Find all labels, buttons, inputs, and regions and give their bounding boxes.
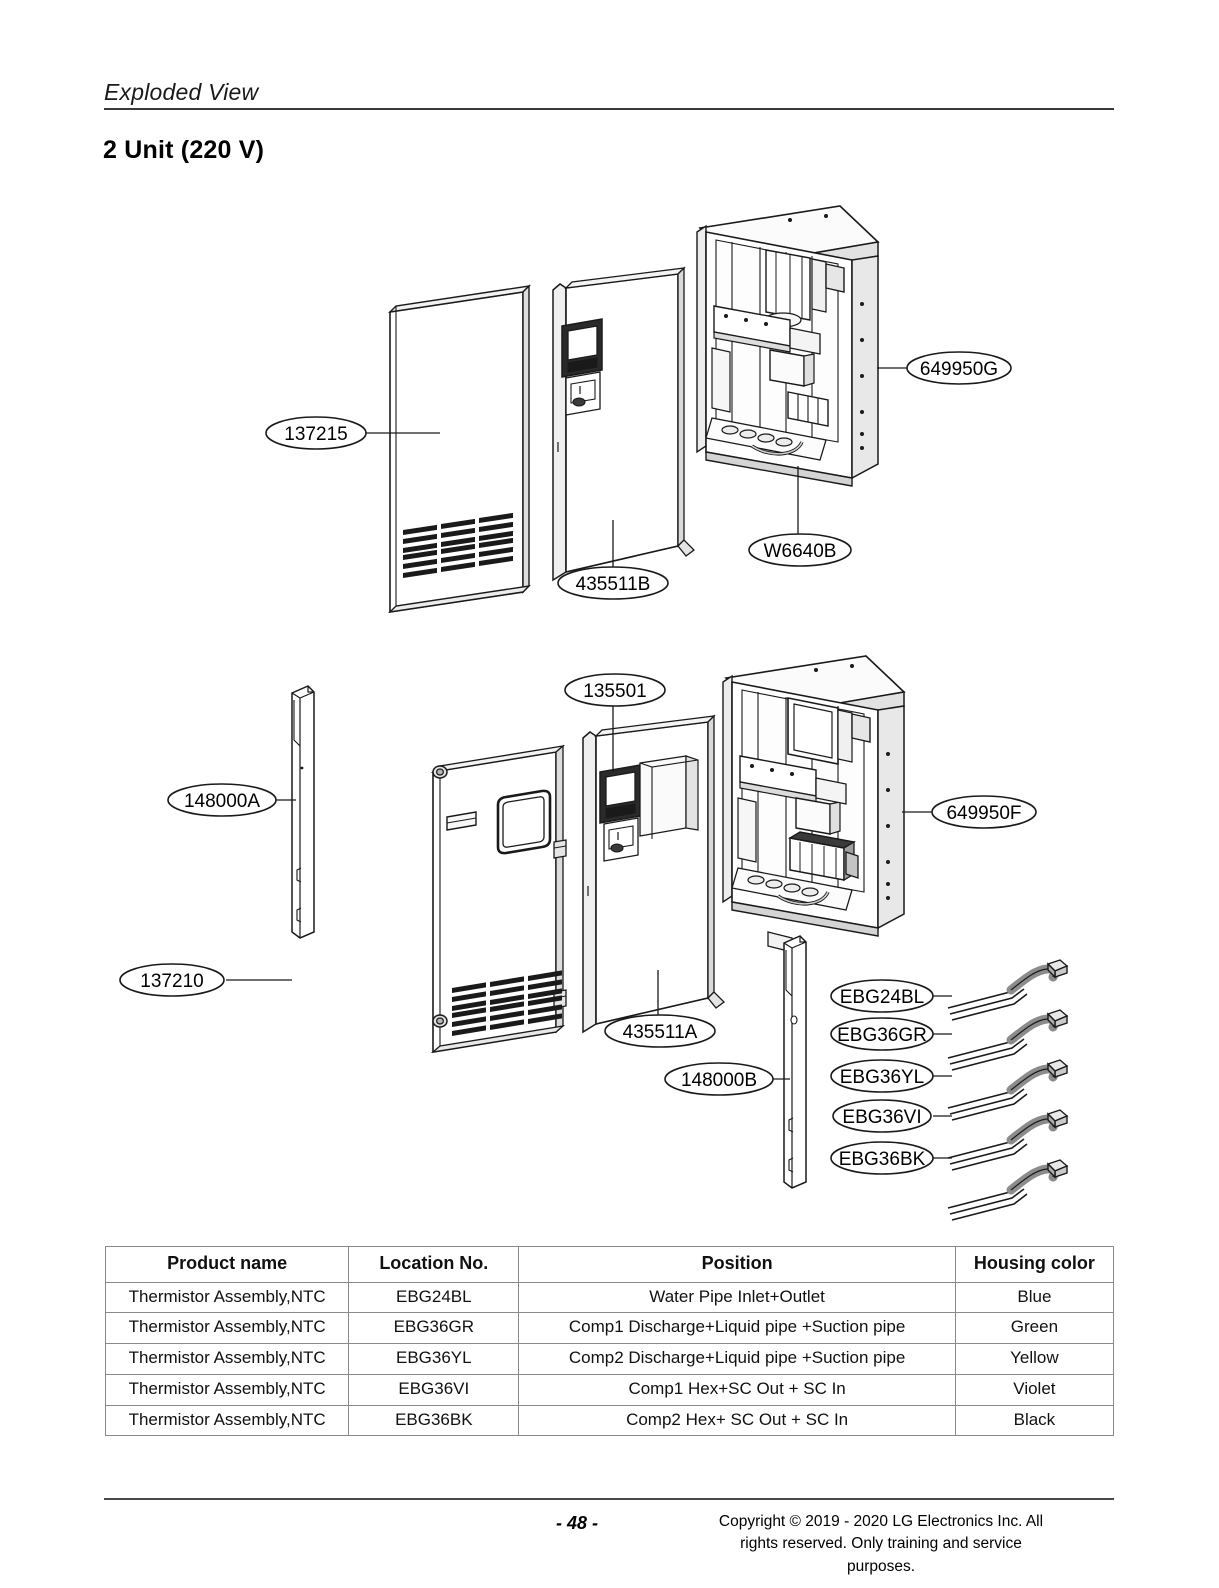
table-row bbox=[106, 1374, 1114, 1405]
callout-label: EBG36GR bbox=[837, 1025, 927, 1046]
cell-housing-color: Violet bbox=[955, 1374, 1113, 1405]
callout-label: 649950F bbox=[946, 803, 1022, 824]
breadcrumb: Exploded View bbox=[104, 79, 259, 105]
part-pillar-148000A bbox=[292, 686, 314, 938]
cell-location-no: EBG36BK bbox=[349, 1405, 519, 1436]
cell-location-no: EBG36GR bbox=[349, 1313, 519, 1344]
callout-label: EBG24BL bbox=[839, 987, 925, 1008]
part-door-137210 bbox=[433, 746, 566, 1052]
table-row bbox=[106, 1405, 1114, 1436]
part-pillar-148000B bbox=[784, 936, 806, 1188]
column-header-location-no: Location No. bbox=[349, 1247, 519, 1283]
exploded-view-diagram bbox=[0, 180, 1219, 1230]
cell-position: Comp1 Discharge+Liquid pipe +Suction pipe bbox=[519, 1313, 955, 1344]
lower-assembly-drawing bbox=[226, 656, 1067, 1220]
part-control-plate-435511A bbox=[583, 716, 724, 1032]
cell-position: Comp2 Hex+ SC Out + SC In bbox=[519, 1405, 955, 1436]
callout-label: 435511A bbox=[622, 1022, 698, 1043]
callout-label: 135501 bbox=[583, 681, 647, 702]
part-cabinet-649950F bbox=[723, 656, 904, 952]
cell-position: Comp1 Hex+SC Out + SC In bbox=[519, 1374, 955, 1405]
callout-label: 649950G bbox=[919, 359, 999, 380]
callout-148000A bbox=[168, 784, 276, 816]
cell-product-name: Thermistor Assembly,NTC bbox=[106, 1344, 349, 1375]
column-header-housing-color: Housing color bbox=[955, 1247, 1113, 1283]
footer-divider bbox=[104, 1498, 1114, 1500]
part-thermistor-harnesses bbox=[948, 960, 1067, 1220]
cell-housing-color: Yellow bbox=[955, 1344, 1113, 1375]
callout-label: EBG36YL bbox=[839, 1067, 925, 1088]
callout-label: 137215 bbox=[284, 424, 348, 445]
callout-label: W6640B bbox=[763, 541, 837, 562]
callout-label: 148000B bbox=[680, 1070, 758, 1091]
cell-product-name: Thermistor Assembly,NTC bbox=[106, 1405, 349, 1436]
callout-649950F bbox=[932, 796, 1036, 828]
cell-location-no: EBG36VI bbox=[349, 1374, 519, 1405]
callout-148000B bbox=[665, 1063, 773, 1095]
copyright-notice: Copyright © 2019 - 2020 LG Electronics Inc. All rights reserved. Only training and service purposes. bbox=[718, 1513, 1044, 1575]
page-number: - 48 - bbox=[556, 1513, 599, 1533]
callout-EBG36GR bbox=[831, 1018, 933, 1050]
page-title: 2 Unit (220 V) bbox=[103, 136, 265, 164]
callout-137215 bbox=[266, 417, 366, 449]
callout-135501 bbox=[565, 674, 665, 706]
cell-housing-color: Black bbox=[955, 1405, 1113, 1436]
table-row bbox=[106, 1282, 1114, 1313]
callout-label: 148000A bbox=[183, 791, 261, 812]
callout-EBG24BL bbox=[831, 980, 933, 1012]
cell-location-no: EBG24BL bbox=[349, 1282, 519, 1313]
thermistor-parts-table bbox=[105, 1246, 1114, 1436]
callout-EBG36YL bbox=[831, 1060, 933, 1092]
callout-label: EBG36BK bbox=[838, 1149, 926, 1170]
callout-EBG36VI bbox=[833, 1100, 931, 1132]
column-header-product-name: Product name bbox=[106, 1247, 349, 1283]
callout-435511B bbox=[558, 567, 668, 599]
callout-435511A bbox=[605, 1015, 715, 1047]
cell-location-no: EBG36YL bbox=[349, 1344, 519, 1375]
callout-137210 bbox=[120, 964, 224, 996]
cell-product-name: Thermistor Assembly,NTC bbox=[106, 1313, 349, 1344]
column-header-position: Position bbox=[519, 1247, 955, 1283]
cell-housing-color: Green bbox=[955, 1313, 1113, 1344]
callout-EBG36BK bbox=[831, 1142, 933, 1174]
callout-label: 435511B bbox=[575, 574, 651, 595]
part-control-panel-435511B bbox=[553, 268, 694, 580]
part-cabinet-649950G bbox=[697, 206, 878, 486]
part-front-cover-137215 bbox=[390, 286, 529, 612]
callout-649950G bbox=[907, 352, 1011, 384]
cell-product-name: Thermistor Assembly,NTC bbox=[106, 1374, 349, 1405]
callout-label: 137210 bbox=[140, 971, 204, 992]
cell-position: Comp2 Discharge+Liquid pipe +Suction pipe bbox=[519, 1344, 955, 1375]
header-divider bbox=[104, 108, 1114, 110]
table-header-row bbox=[106, 1247, 1114, 1283]
cell-product-name: Thermistor Assembly,NTC bbox=[106, 1282, 349, 1313]
table-row bbox=[106, 1344, 1114, 1375]
callout-W6640B bbox=[749, 534, 851, 566]
table-row bbox=[106, 1313, 1114, 1344]
cell-position: Water Pipe Inlet+Outlet bbox=[519, 1282, 955, 1313]
callout-label: EBG36VI bbox=[842, 1107, 922, 1128]
cell-housing-color: Blue bbox=[955, 1282, 1113, 1313]
